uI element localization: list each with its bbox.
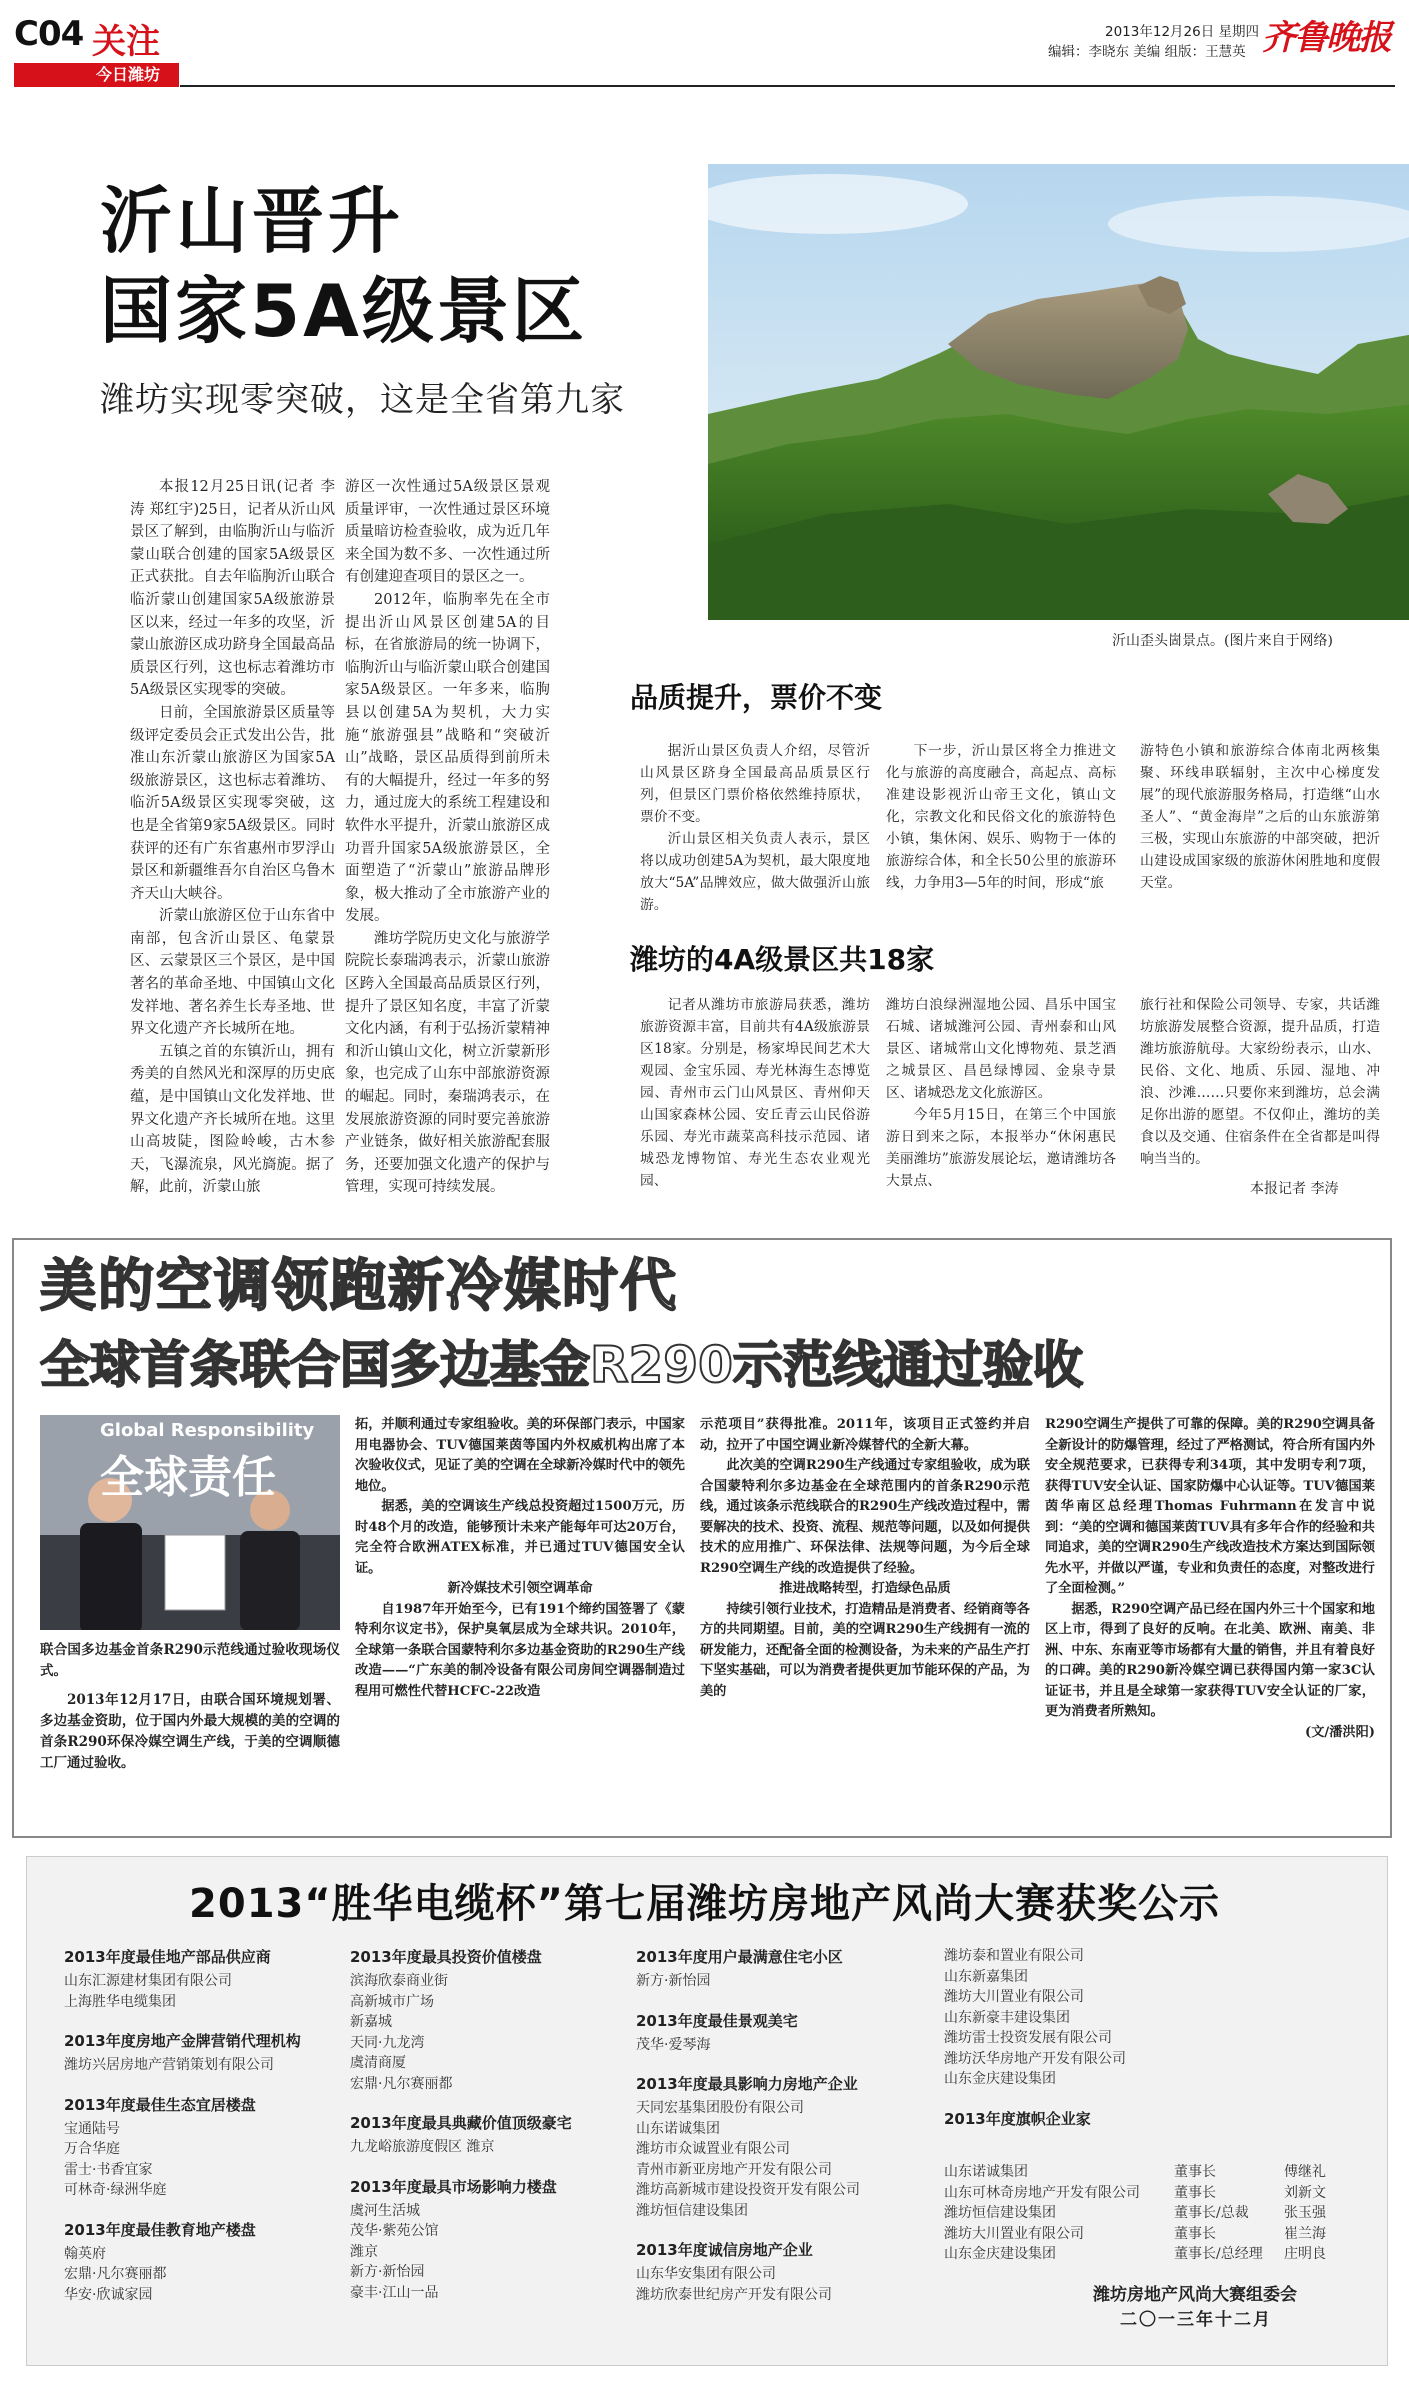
paragraph: R290空调生产提供了可靠的保障。美的R290空调具备全新设计的防爆管理，经过了严格测试，符合所有国内外安全规范要求，已获得专利34项，其中发明专利7项，获得TUV安全认证、国家防爆中心认证等。TUV德国莱茵华南区总经理Thomas Fuhrmann在发言中说到：“美的空调和德国莱茵TUV具有多年合作的经验和共同追求，美的空调R290生产线改造技术方案达到国际领先水平，并做以严谨，专业和负责任的态度，对整改进行了全面检测。”: [1045, 1417, 1375, 1596]
award-winner: 潍坊市众诚置业有限公司: [636, 2141, 790, 2157]
award-col4: [944, 1946, 1364, 2147]
flag-co: 山东可林奇房地产开发有限公司: [944, 2184, 1140, 2201]
award-winner: 山东诺诚集团: [636, 2120, 720, 2137]
paragraph: 今年5月15日，在第三个中国旅游日到来之际，本报举办“休闲惠民 美丽潍坊”旅游发展论坛，邀请潍坊各大景点、: [886, 1107, 1116, 1189]
byline: 本报记者 李涛: [1250, 1181, 1339, 1197]
award-winner: 潍坊沃华房地产开发有限公司: [944, 2050, 1126, 2067]
flag-role: 董事长: [1174, 2164, 1216, 2180]
ad-col-c: [1045, 1415, 1375, 1743]
ad-title-line2: 全球首条联合国多边基金R290示范线通过验收: [40, 1336, 1083, 1394]
paper-logo: 齐鲁晚报: [1262, 18, 1390, 58]
award-winner: 华安·欣诚家园: [64, 2286, 153, 2303]
article-subtitle: 潍坊实现零突破，这是全省第九家: [100, 380, 625, 420]
award-category: [350, 1946, 630, 2094]
award-winner: 高新城市广场: [350, 1993, 434, 2010]
article-col1: [130, 476, 335, 1199]
award-winner: 潍坊欣泰世纪房产开发有限公司: [636, 2286, 832, 2303]
paragraph: 沂山景区相关负责人表示，景区将以成功创建5A为契机，最大限度地放大“5A”品牌效应，做大做强沂山旅游。: [640, 831, 870, 913]
flag-name: 刘新文: [1284, 2184, 1326, 2201]
award-winner: 茂华·爱琴海: [636, 2036, 711, 2053]
ad-subhead: 推进战略转型，打造绿色品质: [779, 1581, 951, 1596]
photo-caption: 沂山歪头崮景点。(图片来自于网络): [1112, 633, 1333, 649]
award-category: [350, 2112, 630, 2158]
flag-role: 董事长/总经理: [1174, 2246, 1263, 2262]
ad-photo-caption: 联合国多边基金首条R290示范线通过验收现场仪式。: [40, 1642, 340, 1679]
ad-title-line1: 美的空调领跑新冷媒时代: [40, 1254, 678, 1319]
ad-photo: [40, 1415, 340, 1630]
award-winner: 天同·九龙湾: [350, 2034, 425, 2051]
paragraph: 2012年，临朐率先在全市提出沂山风景区创建5A的目标，在省旅游局的统一协调下，临朐沂山与临沂蒙山联合创建国家5A级景区。一年多来，临朐县以创建5A为契机，大力实施“旅游强县”战略和“突破沂山”战略，景区品质得到前所未有的大幅提升，经过一年多的努力，通过庞大的系统工程建设和软件水平提升，沂蒙山旅游区成功晋升国家5A级旅游景区，全面塑造了“沂蒙山”旅游品牌形象，极大推动了全市旅游产业的发展。: [345, 591, 550, 925]
paragraph: 本报12月25日讯(记者 李涛 郑红宇)25日，记者从沂山风景区了解到，由临朐沂山与临沂蒙山联合创建的国家5A级景区正式获批。自去年临朐沂山联合临沂蒙山创建国家5A级旅游景区以来，经过一年多的攻坚，沂蒙山旅游区成功跻身全国最高品质景区行列，这也标志着潍坊市5A级景区实现零的突破。: [130, 479, 335, 699]
award-col3: [636, 1946, 926, 2323]
headline-line2: 国家5A级景区: [100, 269, 587, 353]
paragraph: 示范项目”获得批准。2011年，该项目正式签约并启动，拉开了中国空调业新冷媒替代的全新大幕。: [700, 1417, 1030, 1453]
award-winner: 潍坊兴居房地产营销策划有限公司: [64, 2057, 274, 2073]
paragraph: 此次美的空调R290生产线通过专家组验收，成为联合国蒙特利尔多边基金在全球范围内的首条R290示范线，通过该条示范线联合的R290生产线改造过程中，需要解决的技术、投资、流程、规范等问题，以及如何提供技术的应用推广、环保法律、法规等问题，为今后全球R290空调生产线的改造提供了经验。: [700, 1458, 1030, 1576]
award-winner: 潍坊高新城市建设投资开发有限公司: [636, 2182, 860, 2198]
award-winner: 山东新豪丰建设集团: [944, 2009, 1070, 2026]
award-winner: 茂华·紫苑公馆: [350, 2223, 439, 2239]
award-winner: 青州市新亚房地产开发有限公司: [636, 2161, 832, 2178]
award-winner: 山东汇源建材集团有限公司: [64, 1973, 232, 1989]
flag-role: 董事长: [1174, 2184, 1216, 2201]
ad-intro: 2013年12月17日，由联合国环境规划署、多边基金资助，位于国内外最大规模的美的空调的首条R290环保冷媒空调生产线，于美的空调顺德工厂通过验收。: [40, 1692, 340, 1771]
award-winner: 宝通陆号: [64, 2120, 120, 2137]
flag-role: 董事长/总裁: [1174, 2205, 1249, 2221]
award-category-title: 2013年度旗帜企业家: [944, 2109, 1091, 2128]
sub2-col2: [886, 994, 1116, 1192]
page-code: C04: [14, 14, 84, 54]
paragraph: 持续引领行业技术，打造精品是消费者、经销商等各方的共同期望。目前，美的空调R290生产线拥有一流的研发能力，还配备全面的检测设备，为未来的产品生产打下坚实基础，可以为消费者提供更加节能环保的产品，为美的: [700, 1601, 1030, 1699]
award-winner: 宏鼎·凡尔赛丽都: [350, 2075, 453, 2092]
award-winner: 山东新嘉集团: [944, 1968, 1028, 1985]
paragraph: 潍坊学院历史文化与旅游学院院长泰瑞鸿表示，沂蒙山旅游区跨入全国最高品质景区行列，提升了景区知名度，丰富了沂蒙文化内涵，有利于弘扬沂蒙精神和沂山镇山文化，树立沂蒙新形象，也完成了山东中部旅游资源的崛起。同时，秦瑞鸿表示，在发展旅游资源的同时要完善旅游产业链条，做好相关旅游配套服务，还要加强文化遗产的保护与管理，实现可持续发展。: [345, 930, 550, 1196]
flag-name: 张玉强: [1284, 2205, 1326, 2221]
award-category-title: 2013年度用户最满意住宅小区: [636, 1948, 843, 1966]
mountain-photo-art: [708, 164, 1409, 620]
flag-name: 傅继礼: [1284, 2164, 1326, 2180]
award-category: [64, 2094, 344, 2201]
paragraph: 下一步，沂山景区将全力推进文化与旅游的高度融合，高起点、高标准建设影视沂山帝王文化，镇山文化，宗教文化和民俗文化的旅游特色小镇，集休闲、娱乐、购物于一体的旅游综合体，和全长50公里的旅游环线，力争用3—5年的时间，形成“旅: [886, 743, 1116, 891]
ad-col-b: [700, 1415, 1030, 1702]
award-category: [636, 2239, 926, 2305]
award-category-title: 2013年度最佳教育地产楼盘: [64, 2220, 256, 2239]
sub2-col3: [1140, 994, 1380, 1170]
editor-line: 编辑：李晓东 美编 组版：王慧英: [1048, 44, 1246, 60]
award-winner: 新嘉城: [350, 2014, 392, 2030]
award-category-title: 2013年度最具影响力房地产企业: [636, 2075, 858, 2093]
award-winner: 新方·新怡园: [636, 1973, 711, 1989]
award-category-title: 2013年度最佳景观美宅: [636, 2011, 798, 2030]
award-category: [64, 2219, 344, 2306]
award-category: [636, 2010, 926, 2056]
award-winner: 九龙峪旅游度假区 潍京: [350, 2139, 495, 2155]
award-title: 2013“胜华电缆杯”第七届潍坊房地产风尚大赛获奖公示: [189, 1881, 1220, 1927]
header-rule: [180, 85, 1395, 87]
date-line: 2013年12月26日 星期四: [1105, 24, 1260, 40]
award-winner: 虞河生活城: [350, 2202, 420, 2219]
headline-line1: 沂山晋升: [100, 179, 405, 263]
flag-co: 潍坊恒信建设集团: [944, 2205, 1056, 2221]
mountain-photo: [708, 164, 1409, 620]
paragraph: 游区一次性通过5A级景区景观质量评审，一次性通过景区环境质量暗访检查验收，成为近几年来全国为数不多、一次性通过所有创建迎查项目的景区之一。: [345, 479, 550, 586]
award-sign-org: 潍坊房地产风尚大赛组委会: [1093, 2285, 1297, 2305]
award-winner: 豪丰·江山一品: [350, 2284, 439, 2301]
flag-row: [944, 2183, 1364, 2204]
award-winner: 潍坊大川置业有限公司: [944, 1989, 1084, 2005]
award-sign-date: 二〇一三年十二月: [1120, 2310, 1272, 2330]
award-winner: 天同宏基集团股份有限公司: [636, 2100, 804, 2116]
award-winner: 万合华庭: [64, 2141, 120, 2157]
award-winner: 潍坊恒信建设集团: [636, 2202, 748, 2219]
paragraph: 拓，并顺利通过专家组验收。美的环保部门表示，中国家用电器协会、TUV德国莱茵等国内外权威机构出席了本次验收仪式，见证了美的空调在全球新冷媒时代中的领先地位。: [355, 1417, 685, 1494]
sub1-col1: [640, 740, 870, 916]
flag-name: 庄明良: [1284, 2246, 1326, 2262]
paragraph: 沂蒙山旅游区位于山东省中南部，包含沂山景区、龟蒙景区、云蒙景区三个景区，是中国著名的革命圣地、中国镇山文化发祥地、著名养生长寿圣地、世界文化遗产齐长城所在地。: [130, 908, 335, 1038]
award-category: [944, 1946, 1364, 2090]
award-winner: 虞清商厦: [350, 2055, 406, 2071]
award-winner: 滨海欣泰商业街: [350, 1973, 448, 1989]
paragraph: 记者从潍坊市旅游局获悉，潍坊旅游资源丰富，目前共有4A级旅游景区18家。分别是，杨家埠民间艺术大观园、金宝乐园、寿光林海生态博览园、青州市云门山风景区、青州仰天山国家森林公园、安丘青云山民俗游乐园、寿光市蔬菜高科技示范园、诸城恐龙博物馆、寿光生态农业观光园、: [640, 997, 870, 1189]
flag-row: [944, 2203, 1364, 2224]
paragraph: 旅行社和保险公司领导、专家，共话潍坊旅游发展整合资源，提升品质，打造潍坊旅游航母。大家纷纷表示，山水、民俗、文化、地质、乐园、湿地、冲浪、沙滩……只要你来到潍坊，总会满足你出游的愿望。不仅仰止，潍坊的美食以及交通、住宿条件在全省都是叫得响当当的。: [1140, 997, 1380, 1167]
ad-photo-bigtext: 全球责任: [100, 1452, 276, 1503]
award-winner: 山东华安集团有限公司: [636, 2266, 776, 2282]
award-winner: 潍京: [350, 2243, 378, 2260]
flag-row: [944, 2162, 1364, 2183]
award-category: [636, 1946, 926, 1992]
subsection-label: 今日潍坊: [96, 65, 161, 84]
award-category-title: 2013年度最具典藏价值顶级豪宅: [350, 2114, 572, 2132]
flag-role: 董事长: [1174, 2225, 1216, 2242]
paragraph: 据沂山景区负责人介绍，尽管沂山风景区跻身全国最高品质景区行列，但景区门票价格依然维持原状，票价不变。: [640, 743, 870, 825]
award-category-title: 2013年度房地产金牌营销代理机构: [64, 2032, 301, 2050]
award-col2: [350, 1946, 630, 2321]
award-winner: 雷士·书香宜家: [64, 2161, 153, 2178]
award-category-title: 2013年度最佳地产部品供应商: [64, 1948, 271, 1966]
subheading-4a: 潍坊的4A级景区共18家: [630, 943, 935, 976]
paragraph: 五镇之首的东镇沂山，拥有秀美的自然风光和深厚的历史底蕴，是中国镇山文化发祥地、世界文化遗产齐长城所在地。这里山高坡陡，图险岭峻，古木参天，飞瀑流泉，风光旖旎。据了解，此前，沂蒙山旅: [130, 1043, 335, 1196]
sub1-col2: [886, 740, 1116, 894]
award-winner: 宏鼎·凡尔赛丽都: [64, 2266, 167, 2282]
article-col2: [345, 476, 550, 1199]
flag-co: 山东金庆建设集团: [944, 2246, 1056, 2262]
flag-row: [944, 2224, 1364, 2245]
paragraph: 日前，全国旅游景区质量等级评定委员会正式发出公告，批准山东沂蒙山旅游区为国家5A级旅游景区，这也标志着潍坊、临沂5A级景区实现零突破，这也是全省第9家5A级景区。同时获评的还有广东省惠州市罗浮山景区和新疆维吾尔自治区乌鲁木齐天山大峡谷。: [130, 704, 335, 902]
sub2-col1: [640, 994, 870, 1192]
award-winner: 上海胜华电缆集团: [64, 1993, 176, 2010]
award-category: [64, 1946, 344, 2012]
flag-co: 潍坊大川置业有限公司: [944, 2225, 1084, 2242]
flag-entrepreneur-table: [944, 2162, 1364, 2265]
subheading-quality: 品质提升，票价不变: [630, 681, 883, 714]
award-winner: 新方·新怡园: [350, 2264, 425, 2280]
paragraph: 据悉，R290空调产品已经在国内外三十个国家和地区上市，得到了良好的反响。在北美、欧洲、南美、非洲、中东、东南亚等市场都有大量的销售，并且有着良好的口碑。美的R290新冷媒空调已获得国内第一家3C认证证书，并且是全球第一家获得TUV安全认证的厂家，更为消费者所熟知。: [1045, 1601, 1375, 1719]
flag-name: 崔兰海: [1284, 2225, 1326, 2242]
award-winner: 潍坊雷士投资发展有限公司: [944, 2030, 1112, 2046]
flag-row: [944, 2244, 1364, 2265]
award-winner: 翰英府: [64, 2245, 106, 2262]
sub1-col3: [1140, 740, 1380, 894]
paragraph: 潍坊白浪绿洲湿地公园、昌乐中国宝石城、诸城潍河公园、青州泰和山风景区、诸城常山文化博物苑、景芝酒之城景区、昌邑绿博园、金泉寺景区、诸城恐龙文化旅游区。: [886, 997, 1116, 1101]
award-col1: [64, 1946, 344, 2323]
ad-signature: (文/潘洪阳): [1304, 1724, 1375, 1740]
award-category-title: 2013年度最佳生态宜居楼盘: [64, 2095, 256, 2114]
award-category-title: 2013年度最具投资价值楼盘: [350, 1948, 542, 1966]
ad-col-a: [355, 1415, 685, 1702]
ad-subhead: 新冷媒技术引领空调革命: [447, 1581, 593, 1596]
award-winner: 山东金庆建设集团: [944, 2071, 1056, 2087]
paragraph: 自1987年开始至今，已有191个缔约国签署了《蒙特利尔议定书》，保护臭氧层成为全球共识。2010年，全球第一条联合国蒙特利尔多边基金资助的R290生产线改造——“广东美的制冷设备有限公司房间空调器制造过程用可燃性代替HCFC-22改造: [355, 1601, 685, 1699]
award-category-title: 2013年度最具市场影响力楼盘: [350, 2177, 557, 2196]
award-winner: 可林奇·绿洲华庭: [64, 2182, 167, 2198]
paragraph: 游特色小镇和旅游综合体南北两核集聚、环线串联辐射，主次中心梯度发展”的现代旅游服务格局，打造继“山水圣人”、“黄金海岸”之后的山东旅游第三极，实现山东旅游的中部突破，把沂山建设成国家级的旅游休闲胜地和度假天堂。: [1140, 743, 1380, 891]
section-title: 关注: [92, 22, 160, 62]
award-category: [350, 2176, 630, 2304]
flag-co: 山东诺诚集团: [944, 2164, 1028, 2180]
award-winner: 潍坊泰和置业有限公司: [944, 1948, 1084, 1964]
paragraph: 据悉，美的空调该生产线总投资超过1500万元，历时48个月的改造，能够预计未来产能每年可达20万台，完全符合欧洲ATEX标准，并已通过TUV德国安全认证。: [355, 1499, 685, 1576]
ad-photo-banner: Global Responsibility: [100, 1420, 315, 1441]
award-category-title: 2013年度诚信房地产企业: [636, 2241, 813, 2259]
award-category: [64, 2030, 344, 2076]
award-category: [944, 2108, 1364, 2129]
award-category: [636, 2073, 926, 2221]
